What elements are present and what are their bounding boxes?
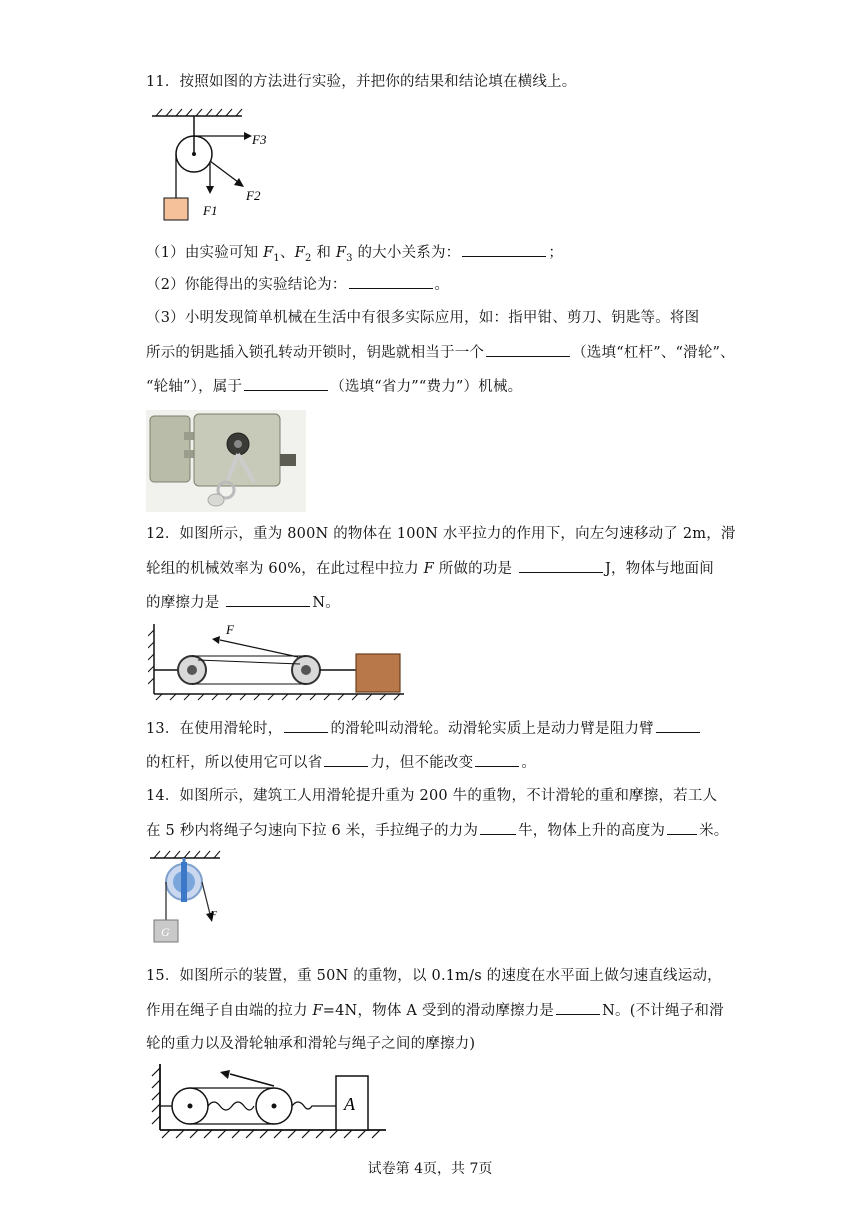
- q14-fixed-pulley-figure: [148, 848, 228, 946]
- q14-line2: 在 5 秒内将绳子匀速向下拉 6 米，手拉绳子的力为 牛，物体上升的高度为 米。: [146, 820, 729, 841]
- answer-blank[interactable]: [244, 376, 328, 391]
- f2-label: F2: [246, 188, 261, 203]
- q11-fixed-pulley-figure: [148, 106, 288, 226]
- answer-blank[interactable]: [519, 558, 603, 573]
- q11-part3-line2: 所示的钥匙插入锁孔转动开锁时，钥匙就相当于一个 （选填“杠杆”、“滑轮”、: [146, 342, 735, 363]
- q13-line2: 的杠杆，所以使用它可以省 力，但不能改变 。: [146, 752, 536, 773]
- answer-blank[interactable]: [667, 820, 697, 835]
- answer-blank[interactable]: [349, 274, 433, 289]
- q12-pulley-system-figure: [148, 620, 406, 702]
- q15-line3: 轮的重力以及滑轮轴承和滑轮与绳子之间的摩擦力): [146, 1036, 476, 1052]
- f3-label: F3: [252, 132, 267, 147]
- answer-blank[interactable]: [486, 342, 570, 357]
- q11-part3-line3: “轮轴”），属于 （选填“省力”“费力”）机械。: [146, 376, 522, 397]
- answer-blank[interactable]: [226, 592, 310, 607]
- weight-label: G: [161, 925, 170, 939]
- q11-stem: 11．按照如图的方法进行实验，并把你的结果和结论填在横线上。: [146, 74, 577, 90]
- object-a-label: A: [344, 1094, 355, 1114]
- q13-line1: 13．在使用滑轮时， 的滑轮叫动滑轮。动滑轮实质上是动力臂是阻力臂: [146, 718, 702, 739]
- force-label: F: [210, 909, 217, 921]
- q12-line1: 12．如图所示，重为 800N 的物体在 100N 水平拉力的作用下，向左匀速移动了 2m，滑: [146, 526, 736, 542]
- answer-blank[interactable]: [556, 1000, 600, 1015]
- page-footer: 试卷第 4页，共 7页: [367, 1161, 493, 1177]
- q12-line3: 的摩擦力是 N。: [146, 592, 340, 613]
- answer-blank[interactable]: [656, 718, 700, 733]
- answer-blank[interactable]: [324, 752, 368, 767]
- answer-blank[interactable]: [475, 752, 519, 767]
- q11-part1: （1）由实验可知 $F_1$、$F_2$ 和 $F_3$ 的大小关系为： ；: [146, 242, 563, 269]
- q11-part2: （2）你能得出的实验结论为： 。: [146, 274, 449, 295]
- q14-line1: 14．如图所示，建筑工人用滑轮提升重为 200 牛的重物，不计滑轮的重和摩擦，若工人: [146, 788, 718, 804]
- q15-line1: 15．如图所示的装置，重 50N 的重物，以 0.1m/s 的速度在水平面上做匀速直线运动，: [146, 968, 722, 984]
- f1-label: F1: [203, 203, 218, 218]
- force-label: F: [226, 622, 234, 637]
- q15-line2: 作用在绳子自由端的拉力 F=4N，物体 A 受到的滑动摩擦力是 N。(不计绳子和滑: [146, 1000, 724, 1021]
- answer-blank[interactable]: [480, 820, 516, 835]
- q12-line2: 轮组的机械效率为 60%，在此过程中拉力 F 所做的功是 J，物体与地面间: [146, 558, 714, 579]
- q11-part3-line1: （3）小明发现简单机械在生活中有很多实际应用，如：指甲钳、剪刀、钥匙等。将图: [146, 310, 700, 326]
- lock-with-key-photo: [146, 410, 306, 512]
- answer-blank[interactable]: [462, 242, 546, 257]
- q15-pulley-system-figure: [150, 1060, 394, 1144]
- answer-blank[interactable]: [284, 718, 328, 733]
